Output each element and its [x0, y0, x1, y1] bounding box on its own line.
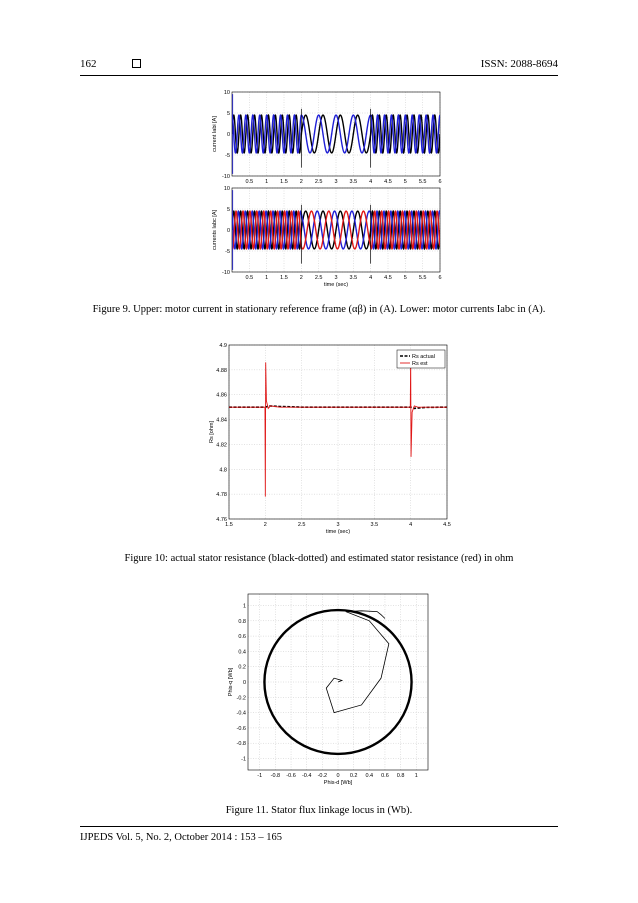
fig11-y-tick-label: 0.2	[238, 664, 246, 671]
fig9b-y-tick-label: -10	[222, 270, 230, 276]
fig11-x-tick-label: -1	[257, 773, 263, 779]
fig9b-x-tick-label: 2.5	[314, 275, 323, 281]
fig11-x-tick-label: 0.8	[396, 773, 405, 779]
fig10-y-tick-label: 4.78	[216, 492, 227, 499]
journal-citation: IJPEDS Vol. 5, No. 2, October 2014 : 153 – 165	[80, 832, 283, 843]
fig11-x-tick-label: 0.4	[365, 773, 374, 779]
fig11-y-tick-label: 0.6	[238, 634, 246, 641]
fig11-x-tick-label: -0.4	[301, 773, 312, 779]
figure-10-caption: Figure 10: actual stator resistance (black-dotted) and estimated stator resistance (red) in ohm	[124, 553, 514, 564]
fig9b-x-tick-label: 5.5	[418, 275, 427, 281]
fig9a-x-tick-label: 1.5	[280, 179, 288, 185]
fig9b-x-tick-label: 4.5	[384, 275, 392, 281]
fig10-legend-entry: Rs est	[412, 361, 428, 367]
fig11-x-tick-label: 0.2	[349, 773, 358, 779]
fig10-x-tick-label: 3	[336, 522, 340, 528]
issn-label: ISSN: 2088-8694	[480, 58, 558, 70]
fig10-y-tick-label: 4.76	[216, 517, 227, 523]
fig10-y-axis-label: Rs [ohm]	[209, 420, 215, 444]
fig11-y-tick-label: 0.4	[238, 649, 246, 656]
fig11-x-tick-label: 0	[336, 773, 340, 779]
fig11-y-tick-label: -1	[241, 756, 246, 763]
fig9b-y-tick-label: 10	[223, 186, 230, 192]
fig9a-y-tick-label: 5	[226, 111, 230, 117]
fig11-y-tick-label: 1	[242, 603, 246, 610]
fig11-y-tick-label: 0	[242, 680, 246, 686]
fig9b-y-tick-label: 5	[226, 207, 230, 213]
fig9a-x-tick-label: 4.5	[384, 179, 392, 185]
fig10-x-tick-label: 2.5	[297, 522, 306, 528]
fig11-y-tick-label: -0.8	[236, 741, 246, 748]
fig10-x-tick-label: 2	[263, 522, 267, 528]
fig10-x-tick-label: 4	[409, 522, 413, 528]
fig9a-y-axis-label: current Iabi [A]	[212, 116, 218, 152]
fig11-x-tick-label: -0.8	[270, 773, 281, 779]
page-number: 162	[80, 58, 97, 70]
fig10-y-tick-label: 4.84	[216, 417, 227, 424]
fig9b-x-tick-label: 0.5	[245, 275, 254, 281]
fig10-y-tick-label: 4.9	[219, 343, 227, 349]
header-rule	[80, 75, 558, 76]
fig11-y-tick-label: -0.2	[236, 695, 246, 702]
fig9a-x-tick-label: 2.5	[314, 179, 323, 185]
fig10-x-axis-label: time (sec)	[325, 529, 351, 535]
fig11-x-axis-label: Phis-d [Wb]	[323, 780, 353, 786]
figure-11-chart	[212, 590, 434, 798]
fig11-x-tick-label: -0.6	[286, 773, 296, 779]
fig10-y-tick-label: 4.8	[219, 467, 227, 474]
fig9a-y-tick-label: 10	[223, 90, 230, 96]
fig10-y-tick-label: 4.88	[216, 367, 227, 374]
fig9b-x-tick-label: 2	[299, 275, 303, 281]
fig9a-x-tick-label: 6	[438, 179, 442, 185]
fig11-x-tick-label: 0.6	[381, 773, 389, 779]
fig9b-y-tick-label: -5	[225, 249, 230, 255]
page-header	[80, 56, 558, 78]
fig9b-y-tick-label: 0	[226, 228, 230, 234]
fig9a-y-tick-label: 0	[226, 132, 230, 138]
fig11-y-tick-label: 0.8	[238, 618, 246, 625]
fig11-y-tick-label: -0.6	[236, 725, 246, 732]
figure-9-caption: Figure 9. Upper: motor current in stationary reference frame (αβ) in (A). Lower: motor currents Iabc in (A).	[92, 304, 546, 315]
fig9a-y-tick-label: -10	[222, 174, 230, 180]
figure-11-caption: Figure 11. Stator flux linkage locus in (Wb).	[225, 805, 413, 816]
fig10-x-tick-label: 3.5	[370, 522, 379, 528]
fig9b-x-axis-label: time (sec)	[323, 282, 349, 288]
figure-9-chart	[200, 84, 450, 294]
fig11-x-tick-label: -0.2	[317, 773, 328, 779]
checkbox-glyph-icon	[132, 59, 141, 68]
fig9b-x-tick-label: 3	[334, 275, 338, 281]
footer-rule	[80, 826, 558, 827]
fig10-y-tick-label: 4.82	[216, 442, 227, 449]
fig9a-x-tick-label: 1	[265, 179, 269, 185]
fig9b-x-tick-label: 1	[265, 275, 269, 281]
fig9a-x-tick-label: 4	[369, 179, 373, 185]
fig9a-y-tick-label: -5	[225, 153, 230, 159]
fig11-x-tick-label: 1	[414, 773, 418, 779]
fig10-x-tick-label: 1.5	[225, 522, 233, 528]
fig9a-x-tick-label: 3	[334, 179, 338, 185]
fig10-y-tick-label: 4.86	[216, 392, 227, 399]
fig9a-x-tick-label: 2	[299, 179, 303, 185]
fig9b-x-tick-label: 4	[369, 275, 373, 281]
fig9b-x-tick-label: 6	[438, 275, 442, 281]
figure-10-chart	[196, 338, 458, 544]
fig10-x-tick-label: 4.5	[443, 522, 451, 528]
fig11-y-axis-label: Phis-q [Wb]	[228, 667, 234, 697]
fig9b-y-axis-label: currents Iabc [A]	[212, 209, 218, 251]
fig9b-x-tick-label: 1.5	[280, 275, 288, 281]
fig10-legend-entry: Rs actual	[412, 354, 435, 360]
fig9a-x-tick-label: 5	[403, 179, 407, 185]
fig9a-x-tick-label: 5.5	[418, 179, 427, 185]
fig9a-x-tick-label: 3.5	[349, 179, 358, 185]
fig9b-x-tick-label: 5	[403, 275, 407, 281]
fig9b-x-tick-label: 3.5	[349, 275, 358, 281]
page-footer	[80, 826, 558, 843]
fig11-y-tick-label: -0.4	[236, 710, 246, 717]
fig9a-x-tick-label: 0.5	[245, 179, 254, 185]
